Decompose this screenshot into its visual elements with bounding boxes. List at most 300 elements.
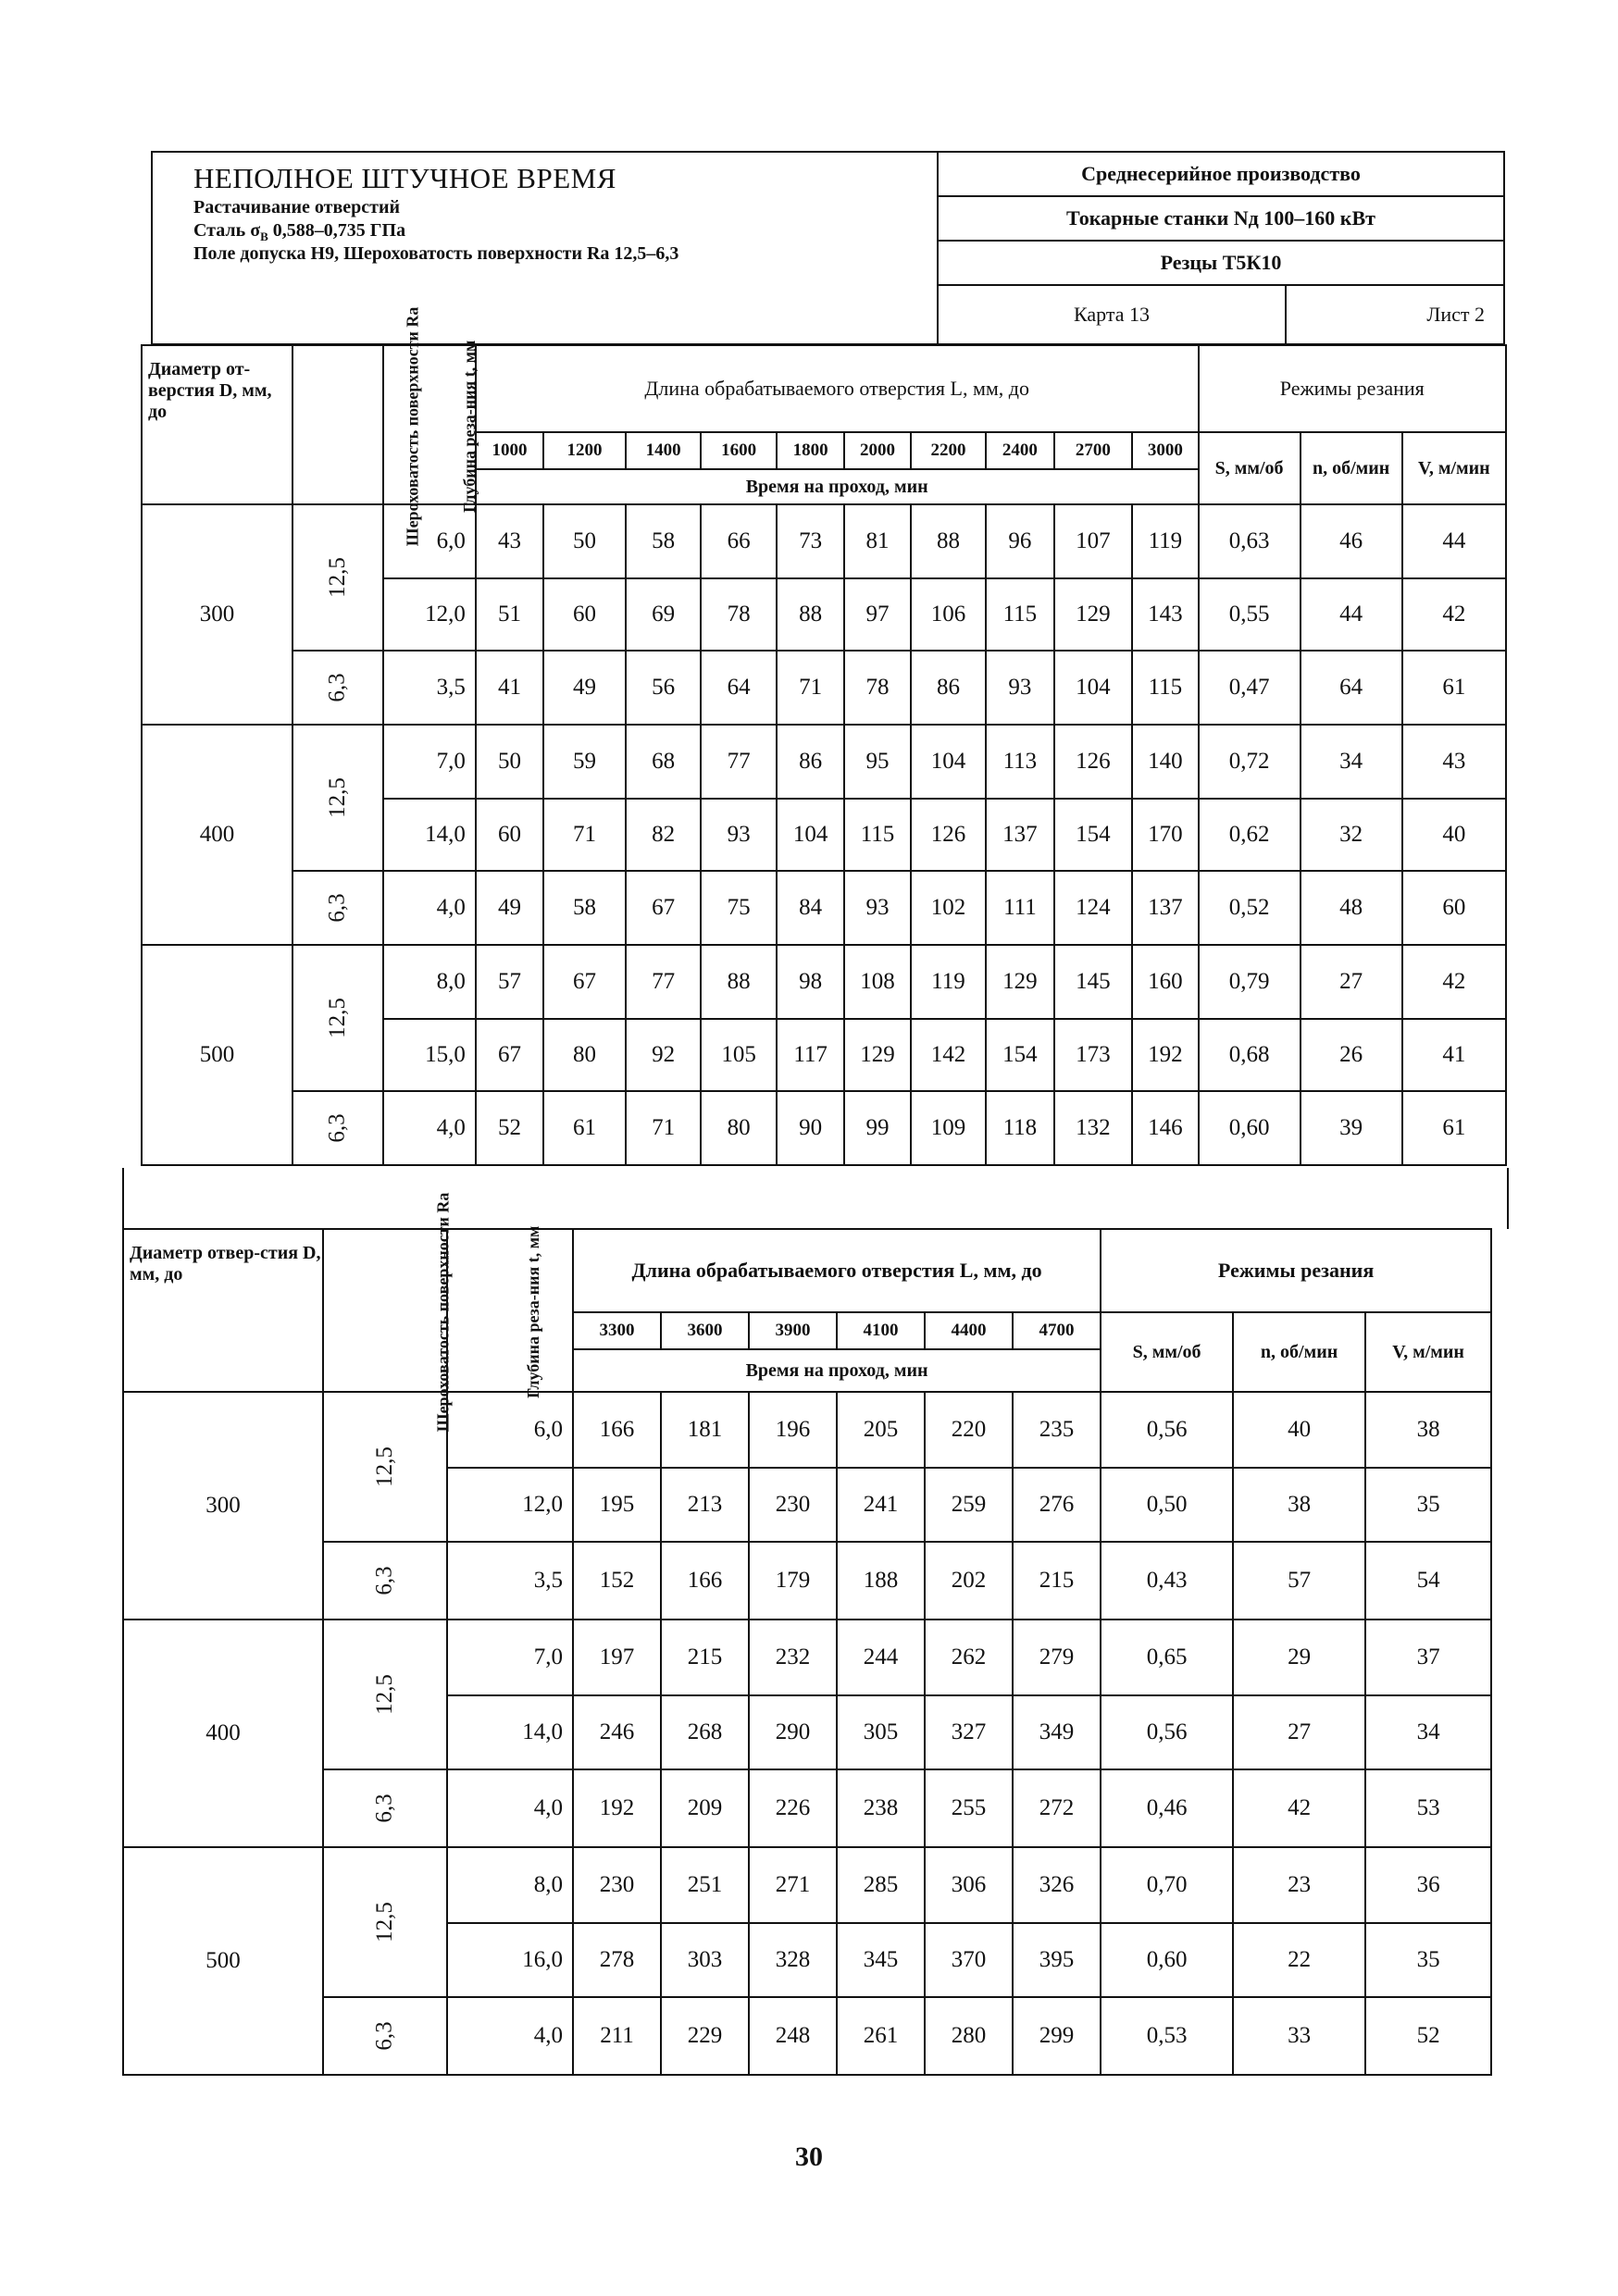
time-cell: 50 [476, 725, 543, 799]
roughness-value: 6,3 [325, 1113, 350, 1143]
time-cell: 209 [661, 1769, 749, 1847]
operation-line: Растачивание отверстий [193, 197, 400, 217]
time-cell: 370 [925, 1923, 1013, 1997]
material-line [193, 220, 405, 244]
table-row [123, 1542, 1491, 1620]
mode-s-cell: 0,52 [1199, 871, 1301, 945]
time-cell: 192 [573, 1769, 661, 1847]
mode-n-cell: 29 [1233, 1620, 1365, 1695]
header-right-block [939, 153, 1503, 343]
depth-cell: 4,0 [383, 871, 476, 945]
time-cell: 80 [543, 1019, 626, 1091]
mode-n-cell: 23 [1233, 1847, 1365, 1923]
depth-cell: 3,5 [447, 1542, 573, 1620]
time-cell: 166 [573, 1392, 661, 1468]
time-cell: 124 [1054, 871, 1133, 945]
depth-label-2: Глубина реза-ния t, мм [524, 1225, 543, 1399]
time-cell: 93 [701, 799, 777, 871]
time-cell: 93 [844, 871, 910, 945]
time-cell: 188 [837, 1542, 925, 1620]
length-header-cell: 3900 [749, 1312, 837, 1349]
time-cell: 255 [925, 1769, 1013, 1847]
mode-v-cell: 61 [1402, 651, 1506, 725]
time-cell: 345 [837, 1923, 925, 1997]
time-cell: 77 [626, 945, 702, 1019]
roughness-value: 12,5 [372, 1446, 397, 1487]
length-header-cell: 3600 [661, 1312, 749, 1349]
time-per-pass-label-2: Время на проход, мин [573, 1349, 1101, 1392]
length-header-cell: 1800 [777, 432, 844, 469]
time-cell: 93 [986, 651, 1053, 725]
mode-v-cell: 44 [1402, 504, 1506, 578]
time-cell: 59 [543, 725, 626, 799]
depth-cell: 12,0 [383, 578, 476, 651]
time-cell: 80 [701, 1091, 777, 1165]
time-cell: 303 [661, 1923, 749, 1997]
time-per-pass-label: Время на проход, мин [476, 469, 1199, 504]
time-cell: 92 [626, 1019, 702, 1091]
roughness-cell [323, 1847, 447, 1997]
time-cell: 71 [777, 651, 844, 725]
roughness-column-header [292, 306, 422, 547]
mode-header-s: S, мм/об [1199, 432, 1301, 504]
time-cell: 115 [1132, 651, 1198, 725]
length-header-cell: 4400 [925, 1312, 1013, 1349]
mode-s-cell: 0,60 [1101, 1923, 1233, 1997]
time-cell: 78 [844, 651, 910, 725]
roughness-column-header-2 [323, 1192, 453, 1433]
time-cell: 105 [701, 1019, 777, 1091]
depth-cell: 7,0 [383, 725, 476, 799]
depth-label: Глубина реза-ния t, мм [460, 340, 479, 514]
sheet-number: Лист 2 [1426, 303, 1485, 326]
mode-v-cell: 41 [1402, 1019, 1506, 1091]
time-cell: 230 [573, 1847, 661, 1923]
tool-type: Резцы Т5К10 [939, 242, 1503, 286]
time-cell: 230 [749, 1468, 837, 1542]
time-cell: 88 [911, 504, 987, 578]
depth-cell: 4,0 [447, 1769, 573, 1847]
time-cell: 268 [661, 1695, 749, 1769]
time-cell: 67 [543, 945, 626, 1019]
card-number: Карта 13 [939, 286, 1287, 343]
time-cell: 102 [911, 871, 987, 945]
time-cell: 49 [476, 871, 543, 945]
length-header-cell: 1400 [626, 432, 702, 469]
time-cell: 132 [1054, 1091, 1133, 1165]
time-cell: 211 [573, 1997, 661, 2075]
mode-s-cell: 0,63 [1199, 504, 1301, 578]
time-cell: 262 [925, 1620, 1013, 1695]
roughness-value: 12,5 [325, 998, 350, 1038]
time-cell: 82 [626, 799, 702, 871]
page-number: 30 [795, 2141, 823, 2172]
depth-cell: 16,0 [447, 1923, 573, 1997]
roughness-value: 12,5 [372, 1674, 397, 1715]
time-cell: 109 [911, 1091, 987, 1165]
time-cell: 104 [1054, 651, 1133, 725]
time-cell: 99 [844, 1091, 910, 1165]
mode-header-v: V, м/мин [1402, 432, 1506, 504]
time-cell: 86 [777, 725, 844, 799]
time-cell: 51 [476, 578, 543, 651]
time-cell: 326 [1013, 1847, 1101, 1923]
depth-cell: 7,0 [447, 1620, 573, 1695]
table-row [123, 1620, 1491, 1695]
time-cell: 142 [911, 1019, 987, 1091]
time-cell: 349 [1013, 1695, 1101, 1769]
time-cell: 52 [476, 1091, 543, 1165]
time-cell: 104 [777, 799, 844, 871]
time-cell: 285 [837, 1847, 925, 1923]
time-cell: 327 [925, 1695, 1013, 1769]
time-cell: 117 [777, 1019, 844, 1091]
time-cell: 278 [573, 1923, 661, 1997]
roughness-label: Шероховатость поверхности Ra [403, 306, 422, 547]
length-column-header: Длина обрабатываемого отверстия L, мм, до [476, 345, 1199, 432]
time-cell: 86 [911, 651, 987, 725]
time-cell: 179 [749, 1542, 837, 1620]
mode-s-cell: 0,68 [1199, 1019, 1301, 1091]
table-row [123, 1769, 1491, 1847]
material-prefix: Сталь σ [193, 220, 261, 241]
diameter-cell: 400 [142, 725, 292, 945]
time-cell: 96 [986, 504, 1053, 578]
time-cell: 170 [1132, 799, 1198, 871]
roughness-value: 6,3 [372, 2021, 397, 2051]
depth-cell: 6,0 [383, 504, 476, 578]
roughness-value: 12,5 [325, 777, 350, 818]
time-cell: 244 [837, 1620, 925, 1695]
modes-column-header: Режимы резания [1199, 345, 1506, 432]
roughness-value: 12,5 [325, 557, 350, 598]
time-cell: 146 [1132, 1091, 1198, 1165]
time-cell: 67 [476, 1019, 543, 1091]
time-cell: 299 [1013, 1997, 1101, 2075]
time-cell: 229 [661, 1997, 749, 2075]
table-row [123, 1392, 1491, 1468]
time-cell: 173 [1054, 1019, 1133, 1091]
mode-n-cell: 57 [1233, 1542, 1365, 1620]
mode-n-cell: 26 [1301, 1019, 1402, 1091]
roughness-cell [292, 945, 383, 1091]
mode-n-cell: 42 [1233, 1769, 1365, 1847]
time-cell: 64 [701, 651, 777, 725]
diameter-cell: 300 [142, 504, 292, 725]
length-header-cell: 1200 [543, 432, 626, 469]
time-cell: 41 [476, 651, 543, 725]
mode-v-cell: 43 [1402, 725, 1506, 799]
depth-cell: 15,0 [383, 1019, 476, 1091]
time-cell: 88 [777, 578, 844, 651]
table-row [142, 651, 1506, 725]
time-cell: 290 [749, 1695, 837, 1769]
tolerance-line: Поле допуска Н9, Шероховатость поверхности Ra 12,5–6,3 [193, 243, 679, 264]
time-cell: 248 [749, 1997, 837, 2075]
time-cell: 195 [573, 1468, 661, 1542]
mode-n-cell: 48 [1301, 871, 1402, 945]
time-cell: 166 [661, 1542, 749, 1620]
length-header-cell: 1000 [476, 432, 543, 469]
mode-n-cell: 46 [1301, 504, 1402, 578]
length-header-cell: 2000 [844, 432, 910, 469]
roughness-label-2: Шероховатость поверхности Ra [433, 1192, 453, 1433]
length-column-header-2: Длина обрабатываемого отверстия L, мм, до [573, 1229, 1101, 1312]
modes-column-header-2: Режимы резания [1101, 1229, 1491, 1312]
time-cell: 129 [986, 945, 1053, 1019]
time-cell: 60 [543, 578, 626, 651]
table-row [142, 945, 1506, 1019]
mode-s-cell: 0,56 [1101, 1392, 1233, 1468]
time-cell: 49 [543, 651, 626, 725]
time-cell: 129 [1054, 578, 1133, 651]
mode-n-cell: 44 [1301, 578, 1402, 651]
time-cell: 202 [925, 1542, 1013, 1620]
time-cell: 90 [777, 1091, 844, 1165]
time-cell: 215 [1013, 1542, 1101, 1620]
roughness-cell [292, 1091, 383, 1165]
time-cell: 84 [777, 871, 844, 945]
depth-cell: 6,0 [447, 1392, 573, 1468]
mode-s-cell: 0,46 [1101, 1769, 1233, 1847]
mode-v-cell: 36 [1365, 1847, 1491, 1923]
time-cell: 66 [701, 504, 777, 578]
time-table-2 [122, 1192, 1492, 2076]
roughness-value: 6,3 [372, 1793, 397, 1823]
time-cell: 115 [844, 799, 910, 871]
time-cell: 238 [837, 1769, 925, 1847]
depth-cell: 3,5 [383, 651, 476, 725]
time-cell: 235 [1013, 1392, 1101, 1468]
table-row [142, 504, 1506, 578]
diameter-cell: 400 [123, 1620, 323, 1847]
roughness-value: 6,3 [372, 1566, 397, 1595]
time-cell: 95 [844, 725, 910, 799]
time-cell: 152 [573, 1542, 661, 1620]
time-cell: 395 [1013, 1923, 1101, 1997]
time-cell: 75 [701, 871, 777, 945]
time-cell: 115 [986, 578, 1053, 651]
mode-n-cell: 40 [1233, 1392, 1365, 1468]
time-cell: 305 [837, 1695, 925, 1769]
mode-n-cell: 32 [1301, 799, 1402, 871]
time-cell: 88 [701, 945, 777, 1019]
time-cell: 226 [749, 1769, 837, 1847]
time-cell: 259 [925, 1468, 1013, 1542]
table-row [142, 871, 1506, 945]
mode-s-cell: 0,56 [1101, 1695, 1233, 1769]
depth-cell: 4,0 [447, 1997, 573, 2075]
mode-s-cell: 0,72 [1199, 725, 1301, 799]
depth-cell: 14,0 [383, 799, 476, 871]
time-cell: 57 [476, 945, 543, 1019]
time-cell: 145 [1054, 945, 1133, 1019]
time-cell: 137 [1132, 871, 1198, 945]
mode-s-cell: 0,62 [1199, 799, 1301, 871]
time-cell: 104 [911, 725, 987, 799]
time-cell: 246 [573, 1695, 661, 1769]
mode-v-cell: 60 [1402, 871, 1506, 945]
length-header-cell: 4100 [837, 1312, 925, 1349]
mode-v-cell: 38 [1365, 1392, 1491, 1468]
time-cell: 328 [749, 1923, 837, 1997]
time-cell: 61 [543, 1091, 626, 1165]
mode-v-cell: 61 [1402, 1091, 1506, 1165]
time-cell: 220 [925, 1392, 1013, 1468]
mode-header-s: S, мм/об [1101, 1312, 1233, 1392]
time-cell: 279 [1013, 1620, 1101, 1695]
time-cell: 241 [837, 1468, 925, 1542]
time-cell: 119 [1132, 504, 1198, 578]
time-cell: 129 [844, 1019, 910, 1091]
time-cell: 232 [749, 1620, 837, 1695]
roughness-value: 6,3 [325, 893, 350, 923]
length-header-cell: 2200 [911, 432, 987, 469]
length-header-cell: 3000 [1132, 432, 1198, 469]
roughness-value: 12,5 [372, 1902, 397, 1942]
time-cell: 98 [777, 945, 844, 1019]
time-cell: 126 [1054, 725, 1133, 799]
mode-v-cell: 37 [1365, 1620, 1491, 1695]
document-header [151, 151, 1505, 345]
time-cell: 272 [1013, 1769, 1101, 1847]
mode-n-cell: 27 [1301, 945, 1402, 1019]
time-cell: 69 [626, 578, 702, 651]
table-row [142, 725, 1506, 799]
table-row [123, 1997, 1491, 2075]
roughness-cell [323, 1769, 447, 1847]
depth-cell: 14,0 [447, 1695, 573, 1769]
diameter-cell: 500 [123, 1847, 323, 2075]
time-cell: 58 [543, 871, 626, 945]
time-cell: 280 [925, 1997, 1013, 2075]
mode-s-cell: 0,53 [1101, 1997, 1233, 2075]
table-row [123, 1847, 1491, 1923]
length-header-cell: 2700 [1054, 432, 1133, 469]
time-cell: 71 [543, 799, 626, 871]
roughness-value: 6,3 [325, 673, 350, 702]
time-cell: 140 [1132, 725, 1198, 799]
time-cell: 67 [626, 871, 702, 945]
mode-s-cell: 0,65 [1101, 1620, 1233, 1695]
mode-v-cell: 34 [1365, 1695, 1491, 1769]
header-left-block [153, 153, 939, 343]
roughness-cell [323, 1997, 447, 2075]
mode-v-cell: 54 [1365, 1542, 1491, 1620]
mode-s-cell: 0,50 [1101, 1468, 1233, 1542]
time-cell: 73 [777, 504, 844, 578]
time-cell: 276 [1013, 1468, 1101, 1542]
time-cell: 81 [844, 504, 910, 578]
time-cell: 78 [701, 578, 777, 651]
time-cell: 213 [661, 1468, 749, 1542]
time-cell: 43 [476, 504, 543, 578]
time-cell: 197 [573, 1620, 661, 1695]
time-cell: 71 [626, 1091, 702, 1165]
document-title: НЕПОЛНОЕ ШТУЧНОЕ ВРЕМЯ [193, 162, 616, 194]
mode-s-cell: 0,43 [1101, 1542, 1233, 1620]
length-header-cell: 3300 [573, 1312, 661, 1349]
roughness-cell [292, 651, 383, 725]
time-cell: 58 [626, 504, 702, 578]
mode-v-cell: 42 [1402, 578, 1506, 651]
mode-v-cell: 52 [1365, 1997, 1491, 2075]
depth-cell: 8,0 [383, 945, 476, 1019]
diameter-cell: 500 [142, 945, 292, 1165]
roughness-cell [323, 1620, 447, 1769]
length-header-cell: 1600 [701, 432, 777, 469]
time-cell: 68 [626, 725, 702, 799]
depth-cell: 12,0 [447, 1468, 573, 1542]
mode-header-n: n, об/мин [1233, 1312, 1365, 1392]
time-cell: 106 [911, 578, 987, 651]
time-cell: 113 [986, 725, 1053, 799]
mode-s-cell: 0,55 [1199, 578, 1301, 651]
time-cell: 108 [844, 945, 910, 1019]
mode-v-cell: 35 [1365, 1468, 1491, 1542]
roughness-cell [292, 725, 383, 871]
time-cell: 107 [1054, 504, 1133, 578]
roughness-cell [292, 504, 383, 651]
time-cell: 196 [749, 1392, 837, 1468]
time-cell: 192 [1132, 1019, 1198, 1091]
table-gap [122, 1168, 1509, 1229]
mode-s-cell: 0,79 [1199, 945, 1301, 1019]
time-cell: 60 [476, 799, 543, 871]
mode-v-cell: 40 [1402, 799, 1506, 871]
diameter-cell: 300 [123, 1392, 323, 1620]
mode-n-cell: 38 [1233, 1468, 1365, 1542]
mode-n-cell: 33 [1233, 1997, 1365, 2075]
time-cell: 56 [626, 651, 702, 725]
mode-s-cell: 0,47 [1199, 651, 1301, 725]
mode-n-cell: 64 [1301, 651, 1402, 725]
time-cell: 271 [749, 1847, 837, 1923]
time-cell: 181 [661, 1392, 749, 1468]
mode-header-v: V, м/мин [1365, 1312, 1491, 1392]
mode-v-cell: 42 [1402, 945, 1506, 1019]
mode-n-cell: 39 [1301, 1091, 1402, 1165]
time-cell: 160 [1132, 945, 1198, 1019]
time-cell: 77 [701, 725, 777, 799]
roughness-cell [323, 1392, 447, 1542]
material-subscript: В [260, 230, 268, 243]
length-header-cell: 4700 [1013, 1312, 1101, 1349]
time-cell: 143 [1132, 578, 1198, 651]
time-cell: 126 [911, 799, 987, 871]
table-row [142, 1091, 1506, 1165]
depth-cell: 4,0 [383, 1091, 476, 1165]
time-cell: 97 [844, 578, 910, 651]
time-cell: 215 [661, 1620, 749, 1695]
time-cell: 118 [986, 1091, 1053, 1165]
depth-column-header [383, 340, 479, 514]
time-cell: 154 [986, 1019, 1053, 1091]
mode-n-cell: 34 [1301, 725, 1402, 799]
time-cell: 111 [986, 871, 1053, 945]
mode-header-n: n, об/мин [1301, 432, 1402, 504]
diameter-column-header-2: Диаметр отвер-стия D, мм, до [123, 1229, 323, 1392]
machine-type: Токарные станки Nд 100–160 кВт [939, 197, 1503, 242]
time-cell: 306 [925, 1847, 1013, 1923]
mode-s-cell: 0,70 [1101, 1847, 1233, 1923]
time-cell: 251 [661, 1847, 749, 1923]
roughness-cell [292, 871, 383, 945]
time-cell: 154 [1054, 799, 1133, 871]
mode-v-cell: 53 [1365, 1769, 1491, 1847]
depth-column-header-2 [447, 1225, 573, 1399]
time-cell: 50 [543, 504, 626, 578]
